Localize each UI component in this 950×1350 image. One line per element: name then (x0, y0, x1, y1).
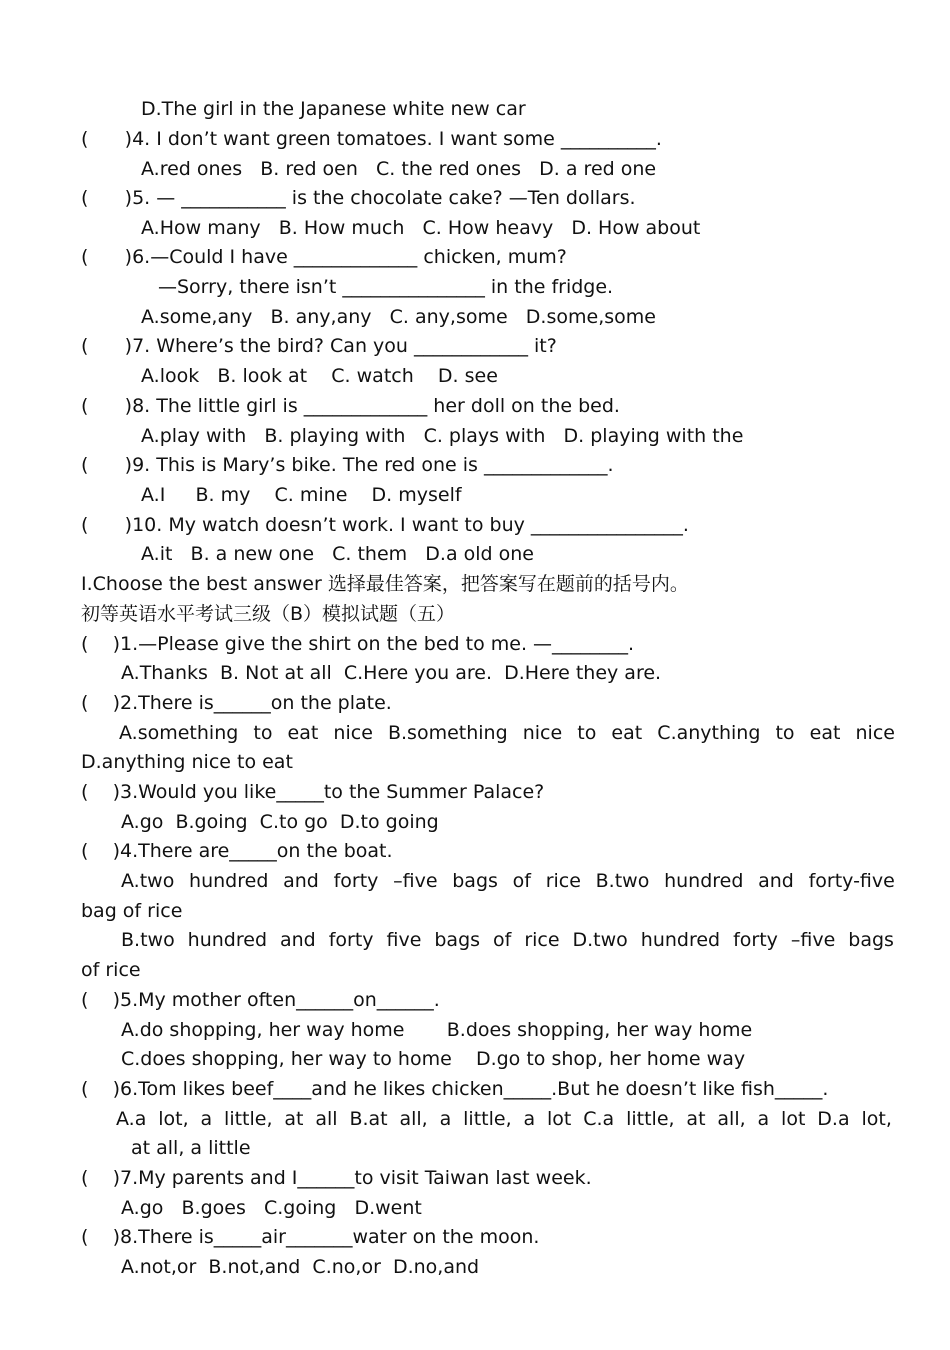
question-5-options: A.How many B. How much C. How heavy D. How about (141, 217, 701, 239)
question-7b-options: A.go B.goes C.going D.went (121, 1197, 422, 1219)
word: –five (393, 870, 438, 892)
question-10: ( )10. My watch doesn’t work. I want to buy ________________. (81, 514, 689, 536)
question-6-reply: —Sorry, there isn’t _______________ in the fridge. (158, 276, 614, 298)
word: A.a (116, 1108, 147, 1130)
word: forty-five (808, 870, 895, 892)
word: eat (611, 722, 643, 744)
question-5b-options-line1: A.do shopping, her way home B.does shopping, her way home (121, 1019, 753, 1041)
word: hundred (189, 870, 269, 892)
question-2-options-line1 (119, 719, 895, 747)
word: nice (522, 722, 563, 744)
question-8: ( )8. The little girl is _____________ her doll on the bed. (81, 395, 620, 417)
word: little, (626, 1108, 675, 1130)
word: bags (452, 870, 498, 892)
word: lot, (158, 1108, 189, 1130)
word: to (775, 722, 795, 744)
question-4-options: A.red ones B. red oen C. the red ones D. a red one (141, 158, 657, 180)
word: lot (781, 1108, 806, 1130)
question-6b-options-line2: at all, a little (131, 1137, 251, 1159)
exam-title: 初等英语水平考试三级（B）模拟试题（五） (81, 603, 456, 625)
word: and (279, 929, 316, 951)
question-1-options: A.Thanks B. Not at all C.Here you are. D.Here they are. (121, 662, 662, 684)
word: to (253, 722, 273, 744)
word: a (757, 1108, 770, 1130)
question-2: ( )2.There is______on the plate. (81, 692, 392, 714)
word: at (284, 1108, 304, 1130)
word: –five (790, 929, 836, 951)
word: A.two (121, 870, 175, 892)
word: to (577, 722, 597, 744)
section-instruction: I.Choose the best answer 选择最佳答案，把答案写在题前的括号内。 (81, 573, 689, 595)
question-4b: ( )4.There are_____on the boat. (81, 840, 393, 862)
word: D.a (817, 1108, 850, 1130)
word: B.something (387, 722, 508, 744)
question-3-option-d: D.The girl in the Japanese white new car (141, 98, 526, 120)
question-6b: ( )6.Tom likes beef____and he likes chicken_____.But he doesn’t like fish_____. (81, 1078, 829, 1100)
question-7: ( )7. Where’s the bird? Can you ____________ it? (81, 335, 557, 357)
question-5: ( )5. — ___________ is the chocolate cake? —Ten dollars. (81, 187, 636, 209)
word: at (686, 1108, 706, 1130)
word: five (386, 929, 422, 951)
question-6b-options-line1 (116, 1105, 892, 1133)
question-2-options-line2: D.anything nice to eat (81, 751, 293, 773)
word: lot, (861, 1108, 892, 1130)
word: forty (333, 870, 379, 892)
question-1: ( )1.—Please give the shirt on the bed to me. —________. (81, 633, 635, 655)
word: A.something (119, 722, 239, 744)
question-3-options: A.go B.going C.to go D.to going (121, 811, 439, 833)
question-4b-options-line4: of rice (81, 959, 141, 981)
word: of (512, 870, 531, 892)
question-7b: ( )7.My parents and I______to visit Taiwan last week. (81, 1167, 592, 1189)
word: lot (547, 1108, 572, 1130)
word: hundred (187, 929, 268, 951)
word: a (523, 1108, 536, 1130)
question-5b: ( )5.My mother often______on______. (81, 989, 440, 1011)
word: D.two (572, 929, 628, 951)
word: B.two (595, 870, 650, 892)
word: forty (733, 929, 778, 951)
word: hundred (664, 870, 744, 892)
question-8b-options: A.not,or B.not,and C.no,or D.no,and (121, 1256, 480, 1278)
question-10-options: A.it B. a new one C. them D.a old one (141, 543, 534, 565)
word: B.two (121, 929, 175, 951)
word: all (315, 1108, 338, 1130)
word: all, (717, 1108, 746, 1130)
question-4b-options-line2: bag of rice (81, 900, 183, 922)
word: nice (333, 722, 373, 744)
word: little, (463, 1108, 512, 1130)
question-6: ( )6.—Could I have _____________ chicken, mum? (81, 246, 567, 268)
word: of (493, 929, 512, 951)
word: bags (434, 929, 481, 951)
word: a (439, 1108, 452, 1130)
word: rice (545, 870, 581, 892)
question-8b: ( )8.There is_____air_______water on the moon. (81, 1226, 540, 1248)
question-3: ( )3.Would you like_____to the Summer Palace? (81, 781, 545, 803)
question-9-options: A.I B. my C. mine D. myself (141, 484, 462, 506)
question-9: ( )9. This is Mary’s bike. The red one is _____________. (81, 454, 614, 476)
question-7-options: A.look B. look at C. watch D. see (141, 365, 498, 387)
question-4: ( )4. I don’t want green tomatoes. I want some __________. (81, 128, 662, 150)
question-5b-options-line2: C.does shopping, her way to home D.go to shop, her home way (121, 1048, 746, 1070)
word: rice (524, 929, 560, 951)
question-6-options: A.some,any B. any,any C. any,some D.some,some (141, 306, 656, 328)
word: forty (328, 929, 374, 951)
word: all, (399, 1108, 428, 1130)
word: and (758, 870, 794, 892)
word: nice (855, 722, 895, 744)
word: B.at (349, 1108, 388, 1130)
question-4b-options-line3 (121, 926, 894, 954)
word: C.a (583, 1108, 615, 1130)
word: a (200, 1108, 213, 1130)
word: and (283, 870, 319, 892)
word: little, (224, 1108, 273, 1130)
word: hundred (640, 929, 721, 951)
question-8-options: A.play with B. playing with C. plays with D. playing with the (141, 425, 744, 447)
word: eat (287, 722, 319, 744)
word: bags (848, 929, 894, 951)
word: C.anything (657, 722, 761, 744)
word: eat (809, 722, 841, 744)
question-4b-options-line1 (121, 867, 895, 895)
